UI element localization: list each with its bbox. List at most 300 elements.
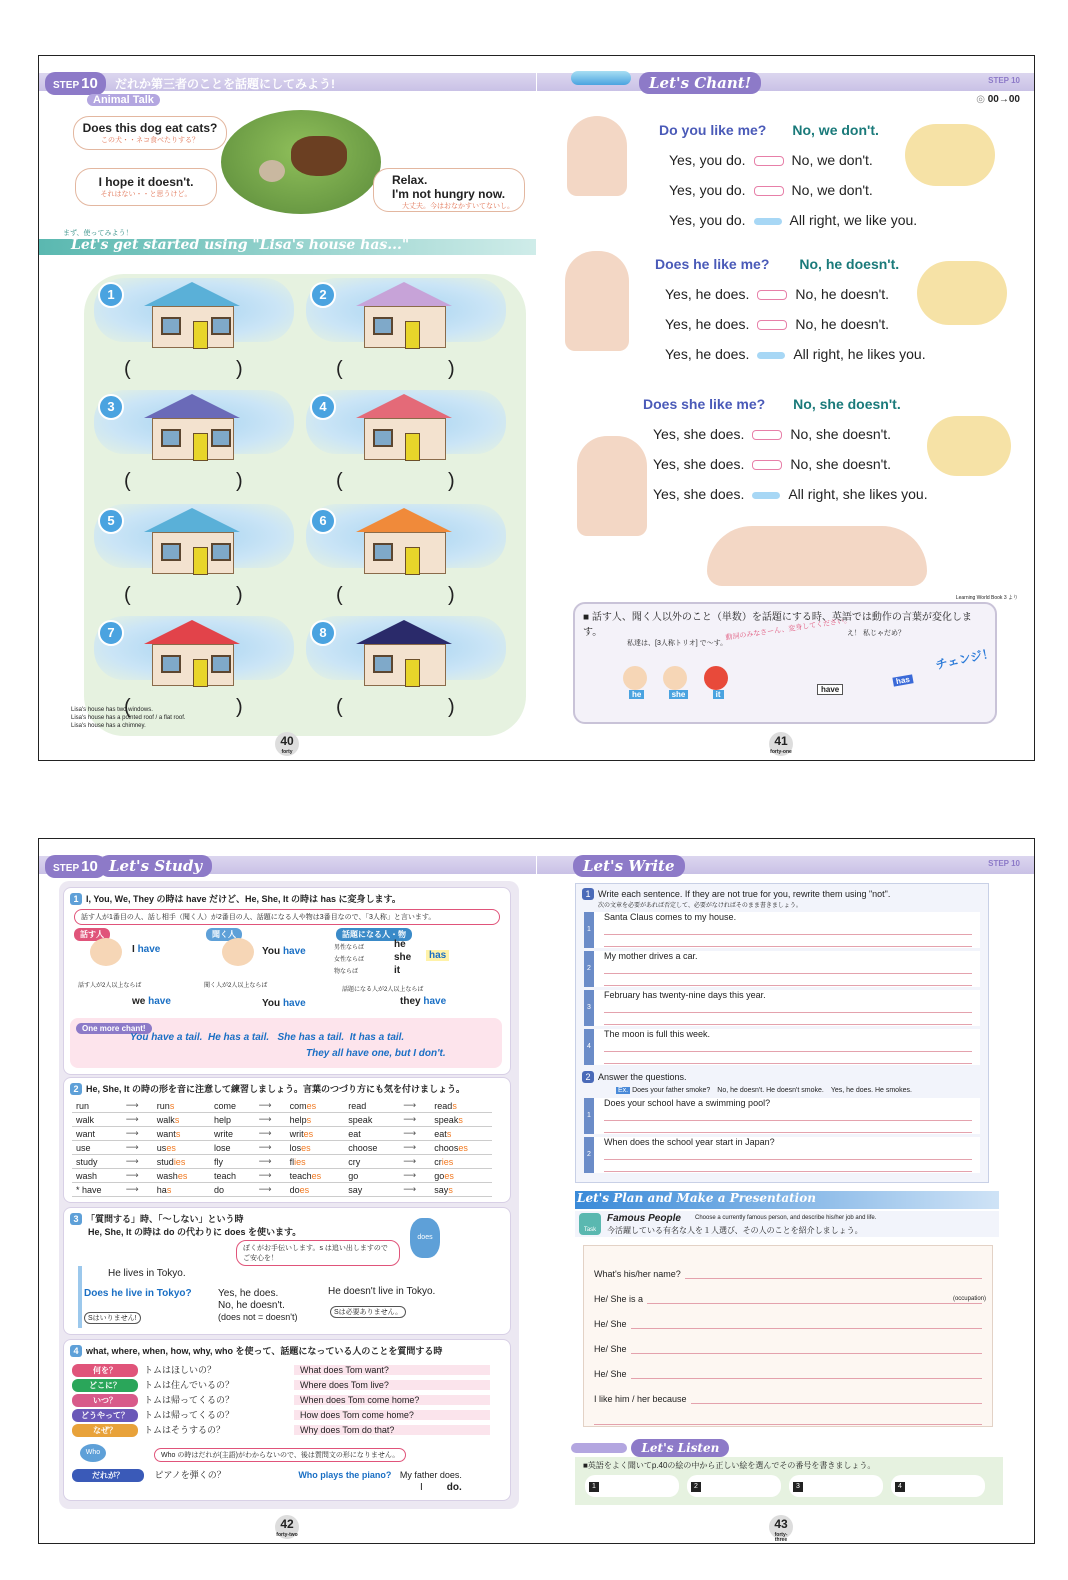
plan-line[interactable] [594,1329,982,1354]
who-label: だれが？ [72,1469,144,1482]
wh-label: 何を？ [72,1364,138,1377]
step-label: STEP 10 [988,76,1020,85]
plan-prompt: He/ She [594,1369,627,1379]
listen-slot[interactable] [789,1475,883,1497]
house-number: 4 [310,394,336,420]
verb-third-person: flies [286,1155,345,1169]
page-43 [537,839,1034,1543]
verb-base: * have [72,1183,122,1197]
wh-question: Why does Tom do that? [294,1425,490,1435]
verb-base: read [344,1099,399,1113]
verb-third-person: has [153,1183,210,1197]
arrow-icon: ⟶ [399,1183,430,1197]
figure-it [704,666,728,690]
house-door [193,433,208,461]
page-number [769,732,793,756]
wh-row [72,1423,510,1436]
listen-number: 1 [589,1482,599,1492]
answer-blank[interactable] [124,584,244,607]
footnotes [71,706,186,730]
paren-open: ( [336,696,343,718]
verb-base: teach [210,1169,255,1183]
you-have-plural: You have [262,998,306,1009]
verb-base: want [72,1127,122,1141]
chant-row [653,456,928,472]
task-jp: 今活躍している有名な人を１人選び、その人のことを紹介しましょう。 [607,1226,863,1235]
house-roof [356,394,452,418]
study-section-4: 4 what, where, when, how, why, who を使って、話題になっている人のことを質問する時 何を？ トムはほしいの？ What does Tom want? どこに？ トムは住んでいるの？ Where does Tom live? いつ？ トムは帰ってくるの？ When does Tom come home? どうやって？ トムは帰ってくるの？ How does Tom come home? なぜ？ トムはそうするの？ Why does Tom do that? Who Who の時はだれが(主語)がわからないので、後は質問文の形になりません。 だれが？ ピアノを弾くの？ Who plays the piano? My father does. I do. [63,1339,511,1501]
listen-slot[interactable] [891,1475,985,1497]
plan-box [583,1245,993,1427]
label-she: she [669,690,689,699]
wh-label: どうやって？ [72,1409,138,1422]
chant-connector [752,460,782,470]
page-number-value: 42 [280,1517,294,1531]
listen-box [575,1457,1003,1505]
page-40 [39,56,536,760]
bubble-translation: 大丈夫。今はおなかすいてないし。 [402,203,514,210]
chant-line-b: No, he doesn't. [795,316,890,332]
item-number: 2 [584,951,594,987]
label-he: he [629,690,644,699]
woman-arms-illustration [707,526,927,586]
verb-base: come [210,1099,255,1113]
write-line[interactable] [604,1159,972,1172]
chant-line-a: Yes, she does. [653,486,745,502]
task-title: Famous People [607,1213,681,1224]
s-note: Sは必要ありません。 [330,1306,406,1318]
plan-answer-line[interactable] [647,1293,982,1304]
paren-close: ) [236,470,243,492]
speaker-face [90,938,122,966]
one-more-chant-label: One more chant! [76,1023,152,1034]
topic-male: 男性ならば [334,945,365,951]
wh-question: Where does Tom live? [294,1380,490,1390]
verb-base: use [72,1141,122,1155]
page-number [769,1515,793,1543]
chant-3 [643,396,928,502]
paren-open: ( [124,696,131,718]
write-q2-title: Answer the questions. [598,1072,687,1082]
task-header [575,1211,999,1237]
answer-blank[interactable] [124,470,244,493]
listen-icon [571,1443,627,1453]
example-label: Ex. [618,1087,629,1094]
verb-base: do [210,1183,255,1197]
chant-connector [752,492,780,499]
chant-line-b: All right, she likes you. [788,486,928,502]
write-line[interactable] [604,973,972,986]
page-number-value: 41 [774,734,788,748]
write-question: Does your school have a swimming pool? [604,1098,771,1108]
house-number: 2 [310,282,336,308]
study-title [99,855,212,877]
chant-line-a: Yes, he does. [665,286,750,302]
speaker-label: 話す人 [74,928,110,941]
footnote: Lisa's house has two windows. [71,707,153,713]
listen-title: Let's Listen [631,1439,729,1457]
section-title: I, You, We, They の時は have だけど、He, She, It の時は has に変身します。 [86,894,401,904]
verb-third-person: says [430,1183,492,1197]
verb-table [72,1099,492,1197]
write-item [584,1137,980,1173]
verb-third-person: chooses [430,1141,492,1155]
page-number-word: forty-two [276,1532,298,1538]
arrow-icon: ⟶ [399,1155,430,1169]
trio-labels [629,690,724,699]
task-desc: Choose a currently famous person, and describe his/her job and life. [695,1215,877,1221]
arrow-icon: ⟶ [122,1155,153,1169]
chant-1 [659,122,917,228]
bubble-text: Does this dog eat cats? [82,121,218,135]
write-line[interactable] [604,1051,972,1064]
paren-open: ( [124,584,131,606]
arrow-icon: ⟶ [399,1141,430,1155]
page-number-value: 40 [280,734,294,748]
chant-line-a: Yes, he does. [665,346,750,362]
answer-blank[interactable] [336,358,456,381]
paren-close: ) [448,470,455,492]
write-line[interactable] [604,934,972,947]
chant-connector [757,290,787,300]
plan-answer-line[interactable] [685,1268,982,1279]
paren-open: ( [124,470,131,492]
write-line[interactable] [604,1012,972,1025]
wh-row [72,1363,510,1376]
house-item [306,390,506,506]
paren-close: ) [236,584,243,606]
plan-answer-line[interactable] [631,1318,982,1329]
house-number: 3 [98,394,124,420]
verb-third-person: studies [153,1155,210,1169]
plan-answer-line[interactable] [631,1368,982,1379]
verb-third-person: runs [153,1099,210,1113]
house-door [193,659,208,687]
chant-answer: No, we don't. [792,122,879,138]
plan-title: Let's Plan and Make a Presentation [577,1191,816,1205]
arrow-icon: ⟶ [122,1141,153,1155]
kids-illustration [917,261,1007,325]
chant-question: Does she like me? [643,396,766,412]
paren-open: ( [124,358,131,380]
one-more-chant [70,1018,502,1068]
listen-slot[interactable] [585,1475,679,1497]
house-item [94,278,294,394]
house-window [161,317,181,335]
item-number: 3 [584,990,594,1026]
arrow-icon: ⟶ [399,1169,430,1183]
house-window [211,429,231,447]
house-window [373,543,393,561]
house-door [405,659,420,687]
house-roof [144,282,240,306]
who-answer: My father does. [399,1470,462,1480]
plural-note: 聞く人が2人以上ならば [204,983,268,989]
chant-line: You have a tail. He has a tail. She has a tail. It has a tail. [130,1032,405,1043]
verb-row [72,1141,492,1155]
verb-third-person: writes [286,1127,345,1141]
topic-label: 話題になる人・物 [336,928,412,941]
verb-base: go [344,1169,399,1183]
listener-face [222,938,254,966]
arrow-icon: ⟶ [122,1127,153,1141]
verb-row [72,1169,492,1183]
house-item [94,390,294,506]
wh-jp: トムは帰ってくるの？ [144,1410,235,1420]
plan-prompt: He/ She is a [594,1294,644,1304]
chant-line-a: Yes, she does. [653,456,745,472]
plan-line[interactable] [594,1404,982,1425]
note-ask: え！ 私じゃだめ？ [847,630,905,637]
plan-line[interactable] [594,1304,982,1329]
chant-row [665,346,926,362]
who-note: Who の時はだれが(主語)がわからないので、後は質問文の形になりません。 [154,1448,406,1462]
wh-jp: トムはほしいの？ [144,1365,217,1375]
figure-he [623,666,647,690]
woman-illustration [577,436,647,536]
arrow-icon: ⟶ [255,1155,286,1169]
chant-line-b: All right, he likes you. [793,346,926,362]
house-number: 5 [98,508,124,534]
who-row [72,1468,492,1482]
verb-third-person: washes [153,1169,210,1183]
wh-question: When does Tom come home? [294,1395,490,1405]
house-wall [364,644,446,686]
answer-blank[interactable] [336,696,456,719]
wh-row [72,1393,510,1406]
chant-row [669,152,917,168]
plan-prompt: What's his/her name? [594,1269,681,1279]
verb-base: say [344,1183,399,1197]
we-have: we have [132,996,171,1007]
write-line[interactable] [604,1120,972,1133]
who-jp: ピアノを弾くの？ [154,1470,226,1480]
chant-line-a: Yes, he does. [665,316,750,332]
write-item [584,912,980,948]
section-title-2: He, She, It の時は do の代わりに does を使います。 [88,1227,302,1237]
plan-prompt: He/ She [594,1319,627,1329]
verb-base: run [72,1099,122,1113]
you-have: You have [262,946,306,957]
arrow-icon: ⟶ [255,1169,286,1183]
plural-note: 話す人が2人以上ならば [78,983,142,989]
verb-row [72,1113,492,1127]
pronoun-he: he [394,939,406,950]
does-character: does [410,1218,440,1258]
chant-line-a: Yes, you do. [669,212,746,228]
who-character: Who [80,1444,106,1462]
house-roof [144,508,240,532]
step-badge: STEP 10 [45,855,106,878]
answer-blank[interactable] [336,470,456,493]
arrow-icon: ⟶ [255,1113,286,1127]
example-text: Does your father smoke? No, he doesn't. He doesn't smoke. Yes, he does. He smokes. [632,1087,912,1094]
example-negative: He doesn't live in Tokyo. [328,1286,436,1297]
house-number: 7 [98,620,124,646]
chant-2 [655,256,926,362]
answer-blank[interactable] [124,358,244,381]
cd-track-text: 00→00 [987,94,1020,105]
house-window [161,429,181,447]
section-title: He, She, It の時の形を音に注意して練習しましょう。言葉のつづり方にも気を付けましょう。 [86,1084,466,1094]
wh-label: なぜ？ [72,1424,138,1437]
arrow-icon: ⟶ [122,1183,153,1197]
plan-answer-line[interactable] [631,1343,982,1354]
s-note: Sはいりません! [84,1312,141,1324]
chant-line: They all have one, but I don't. [306,1048,446,1059]
houses-panel [84,274,526,736]
study-section-2: 2 He, She, It の時の形を音に注意して練習しましょう。言葉のつづり方にも気を付けましょう。 run ⟶ runs come ⟶ comes read ⟶ reads walk ⟶ walks help ⟶ helps speak ⟶ speaks want ⟶ wants write ⟶ writes eat ⟶ eats use ⟶ uses lose ⟶ loses choose ⟶ chooses study ⟶ studies fly ⟶ flies cry ⟶ cries wash ⟶ washes teach ⟶ teaches go ⟶ goes * have ⟶ has do ⟶ does say ⟶ says [63,1077,511,1203]
plan-line[interactable] [594,1279,982,1304]
cd-icon: ◎ [976,94,985,105]
verb-third-person: walks [153,1113,210,1127]
listen-number: 3 [793,1482,803,1492]
item-number: 1 [584,1098,594,1134]
wh-jp: トムはそうするの？ [144,1425,226,1435]
arrow-icon: ⟶ [122,1099,153,1113]
house-window [373,655,393,673]
chant-row [669,182,917,198]
verb-row [72,1099,492,1113]
cd-track [976,94,1020,105]
house-window [211,317,231,335]
house-wall [364,306,446,348]
verb-row [72,1183,492,1197]
example-question: Does he live in Tokyo? [84,1288,192,1299]
verb-base: fly [210,1155,255,1169]
topic-list [334,942,364,978]
chant-line-a: Yes, she does. [653,426,745,442]
verb-base: help [210,1113,255,1127]
verb-third-person: uses [153,1141,210,1155]
arrow-icon: ⟶ [122,1113,153,1127]
study-title-text: Let's Study [99,855,212,877]
animal-talk-label: Animal Talk [87,94,160,106]
listener-label: 聞く人 [206,928,242,941]
house-wall [364,418,446,460]
step-label: STEP 10 [988,859,1020,868]
write-question: When does the school year start in Japan? [604,1137,775,1147]
page-title: だれか第三者のことを話題にしてみよう! [115,77,335,91]
cat-shape [259,160,285,182]
chant-line-b: No, she doesn't. [790,456,892,472]
section-title: what, where, when, how, why, who を使って、話題になっている人のことを質問する時 [86,1346,443,1356]
topic-thing: 物ならば [334,969,359,975]
paren-close: ) [236,696,243,718]
listen-number: 2 [691,1482,701,1492]
wh-label: いつ？ [72,1394,138,1407]
house-window [373,429,393,447]
house-roof [356,508,452,532]
arrow-icon: ⟶ [122,1169,153,1183]
write-sentence: February has twenty-nine days this year. [604,990,766,1000]
verb-third-person: goes [430,1169,492,1183]
chant-row [653,426,928,442]
write-sentence: My mother drives a car. [604,951,698,961]
page-number-word: forty [281,749,293,755]
arrow-icon: ⟶ [255,1183,286,1197]
wh-jp: トムは住んでいるの？ [144,1380,235,1390]
chant-line-b: No, we don't. [791,182,873,198]
paren-close: ) [236,358,243,380]
kids-illustration [927,416,1011,476]
verb-base: choose [344,1141,399,1155]
bubble-text: I'm not hungry now. [392,187,506,201]
house-roof [144,620,240,644]
footnote: Lisa's house has a pointed roof / a flat roof. [71,715,186,721]
step-badge: STEP 10 [45,72,106,95]
write-panel: 1 Write each sentence. If they are not true for you, rewrite them using "not". 次の文章を必要があれば否定して、必要がなければそのまま書きましょう。 1 Santa Claus comes to my house. 2 My mother drives a car. 3 February has twenty-nine days this year. 4 The moon is full this week. 2 Answer the questions. Ex. Does your father smoke? No, he doesn't. He doesn't smoke. Yes, he does. He smokes. 1 Does your school have a swimming pool? 2 When does the school year start in Japan? [575,883,989,1183]
verb-base: lose [210,1141,255,1155]
arrow-icon: ⟶ [399,1099,430,1113]
house-door [405,321,420,349]
verb-third-person: wants [153,1127,210,1141]
note-sub: 私達は、[3人称トリオ] で〜す。 [627,640,728,647]
dog-cat-photo [221,110,381,214]
plan-line[interactable] [594,1379,982,1404]
speech-bubble-3 [373,168,525,212]
dog-shape [291,136,347,176]
pronoun-it: it [394,965,401,976]
has-label: has [426,950,449,961]
verb-third-person: does [286,1183,345,1197]
house-roof [356,620,452,644]
kids-illustration [905,124,995,186]
label-it: it [713,690,724,699]
page-number [275,732,299,756]
paren-close: ) [448,584,455,606]
chant-connector [757,320,787,330]
house-window [373,317,393,335]
chant-row [665,286,926,302]
plan-line[interactable] [594,1254,982,1279]
write-title [573,855,685,877]
chant-title [639,72,761,94]
listen-number: 4 [895,1482,905,1492]
page-number [275,1515,299,1539]
write-sentence: The moon is full this week. [604,1029,711,1039]
house-item [306,278,506,394]
verb-row [72,1127,492,1141]
arrow-icon: ⟶ [255,1099,286,1113]
study-section-1: 1 I, You, We, They の時は have だけど、He, She, It の時は has に変身します。 話す人が1番目の人、話し相手（聞く人）が2番目の人、話題になる人や物は3番目なので、「3人称」と言います。 話す人 聞く人 話題になる人・物 I have You have 男性ならば 女性ならば 物ならば he she it has 話す人が2人以上ならば 聞く人が2人以上ならば 話題になる人が2人以上ならば we have You have they have One more chant! You have a tail. He has a tail. She has a tail. It has a tail. They all have one, but I don't. [63,887,511,1075]
verb-base: write [210,1127,255,1141]
section-title: Let's get started using "Lisa's house has..." [71,237,410,253]
label-has: has [892,674,913,686]
chant-row [665,316,926,332]
example-note: (does not = doesn't) [218,1312,298,1322]
chant-line-a: Yes, you do. [669,182,746,198]
plan-answer-line[interactable] [691,1393,982,1404]
chant-answer: No, he doesn't. [799,256,900,272]
who-answer-2: I do. [420,1482,462,1493]
section-subtitle: 話す人が1番目の人、話し相手（聞く人）が2番目の人、話題になる人や物は3番目なので、「3人称」と言います。 [74,909,500,925]
chant-line-b: No, we don't. [791,152,873,168]
chant-line-a: Yes, you do. [669,152,746,168]
plan-line[interactable] [594,1354,982,1379]
chant-question: Do you like me? [659,122,767,138]
chant-connector [752,430,782,440]
house-wall [152,418,234,460]
verb-third-person: eats [430,1127,492,1141]
house-item [94,504,294,620]
pronoun-list [394,938,411,977]
answer-blank[interactable] [336,584,456,607]
verb-base: study [72,1155,122,1169]
listen-slot[interactable] [687,1475,781,1497]
house-window [161,655,181,673]
verb-base: wash [72,1169,122,1183]
